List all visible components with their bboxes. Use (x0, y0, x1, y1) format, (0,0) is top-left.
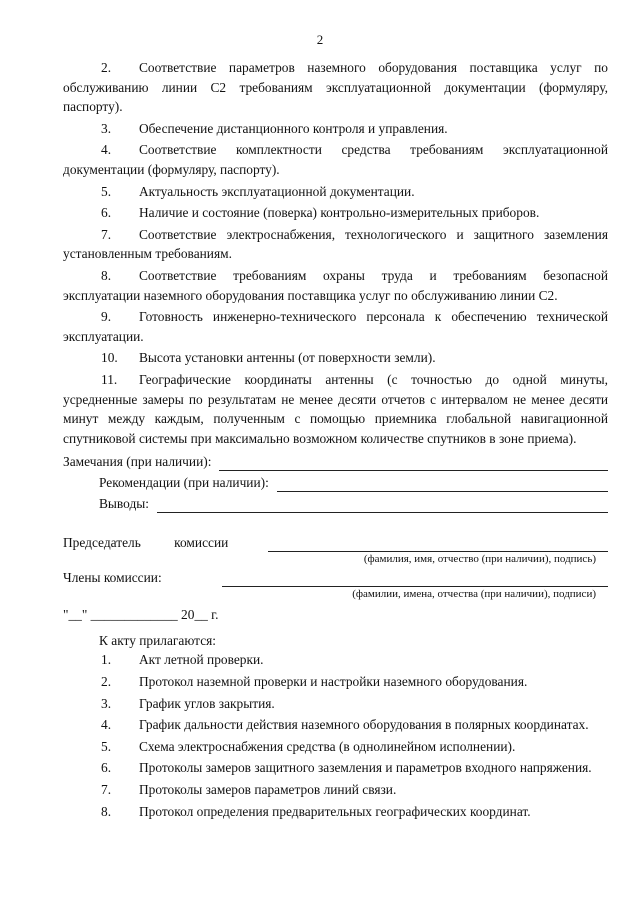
chairman-signature-line (268, 539, 608, 552)
members-label: Члены комиссии: (63, 569, 162, 585)
chairman-caption: (фамилия, имя, отчество (при наличии), подпись) (363, 553, 596, 566)
list-item (63, 650, 608, 670)
item-text: Протоколы замеров защитного заземления и параметров входного напряжения. (139, 760, 592, 776)
list-item (63, 672, 608, 692)
list-item (63, 780, 608, 800)
list-item (63, 715, 608, 735)
item-number: 10. (101, 350, 118, 366)
item-text: Протокол наземной проверки и настройки наземного оборудования. (139, 674, 528, 690)
item-number: 2. (101, 674, 112, 690)
remarks-label: Замечания (при наличии): (63, 453, 212, 469)
recommendations-label: Рекомендации (при наличии): (99, 474, 269, 490)
list-item (63, 225, 608, 264)
item-number: 8. (101, 803, 112, 819)
item-text: График дальности действия наземного оборудования в полярных координатах. (139, 717, 589, 733)
list-item (63, 348, 608, 368)
item-text: Готовность инженерно-технического персонала к обеспечению технической эксплуатации. (63, 309, 608, 344)
item-text: Протоколы замеров параметров линий связи. (139, 782, 397, 798)
remarks-blank-line (219, 458, 608, 471)
item-number: 3. (101, 695, 112, 711)
item-text: Соответствие требованиям охраны труда и требованиям безопасной эксплуатации наземного оборудования поставщика услуг по обслуживанию линии С2. (63, 267, 608, 303)
item-number: 1. (101, 652, 112, 668)
members-caption: (фамилии, имена, отчества (при наличии), подписи) (352, 588, 596, 601)
item-text: Соответствие параметров наземного оборудования поставщика услуг по обслуживанию линии С2 требованиям эксплуатационной документации (формуляру, паспорту). (63, 60, 608, 115)
item-number: 9. (101, 309, 112, 325)
item-number: 4. (101, 717, 112, 733)
members-row (63, 566, 608, 587)
item-text: Соответствие комплектности средства требованиям эксплуатационной документации (формуляру, паспорту). (63, 142, 608, 177)
item-text: Высота установки антенны (от поверхности земли). (139, 350, 436, 366)
item-text: Актуальность эксплуатационной документации. (139, 183, 415, 199)
date-line: "__" _____________ 20__ г. (63, 607, 219, 623)
chairman-label: Председатель комиссии (63, 534, 229, 550)
list-item (63, 119, 608, 139)
attachments-list (63, 650, 608, 821)
item-number: 8. (101, 267, 112, 283)
list-item (63, 737, 608, 757)
remarks-row (63, 450, 608, 471)
item-number: 6. (101, 760, 112, 776)
list-item (63, 266, 608, 305)
list-item (63, 58, 608, 117)
members-signature-line (222, 574, 608, 587)
item-number: 2. (101, 60, 112, 75)
list-item (63, 758, 608, 778)
list-item (63, 140, 608, 179)
recommendations-blank-line (277, 479, 608, 492)
document-body (63, 58, 608, 823)
chairman-row (63, 531, 608, 552)
item-text: Обеспечение дистанционного контроля и управления. (139, 120, 448, 136)
list-item (63, 694, 608, 714)
checks-list (63, 58, 608, 448)
item-number: 5. (101, 183, 112, 199)
list-item (63, 370, 608, 448)
list-item (63, 182, 608, 202)
item-number: 7. (101, 782, 112, 798)
page-number: 2 (316, 32, 324, 47)
item-text: Протокол определения предварительных географических координат. (139, 803, 531, 819)
attachments-heading: К акту прилагаются: (99, 632, 217, 648)
item-number: 7. (101, 226, 112, 242)
conclusions-label: Выводы: (99, 495, 149, 511)
conclusions-blank-line (157, 500, 608, 513)
list-item (63, 307, 608, 346)
item-text: Географические координаты антенны (с точностью до одной минуты, усредненные замеры по результатам не менее десяти отчетов с интервалом не менее десяти минут между каждым, полученным с помощью приемника глобальной навигационной спутниковой системы при максимально возможном количестве спутников в зоне приема). (63, 371, 608, 446)
item-number: 4. (101, 142, 112, 158)
item-text: Схема электроснабжения средства (в однолинейном исполнении). (139, 738, 516, 754)
item-text: Наличие и состояние (поверка) контрольно-измерительных приборов. (139, 205, 540, 221)
item-text: Соответствие электроснабжения, технологического и защитного заземления установленным требованиям. (63, 226, 608, 262)
item-number: 5. (101, 738, 112, 754)
item-text: Акт летной проверки. (139, 652, 264, 668)
item-text: График углов закрытия. (139, 695, 275, 711)
item-number: 3. (101, 120, 112, 136)
conclusions-row (63, 492, 608, 513)
item-number: 6. (101, 205, 112, 221)
list-item (63, 203, 608, 223)
list-item (63, 802, 608, 822)
item-number: 11. (101, 371, 118, 387)
recommendations-row (63, 471, 608, 492)
